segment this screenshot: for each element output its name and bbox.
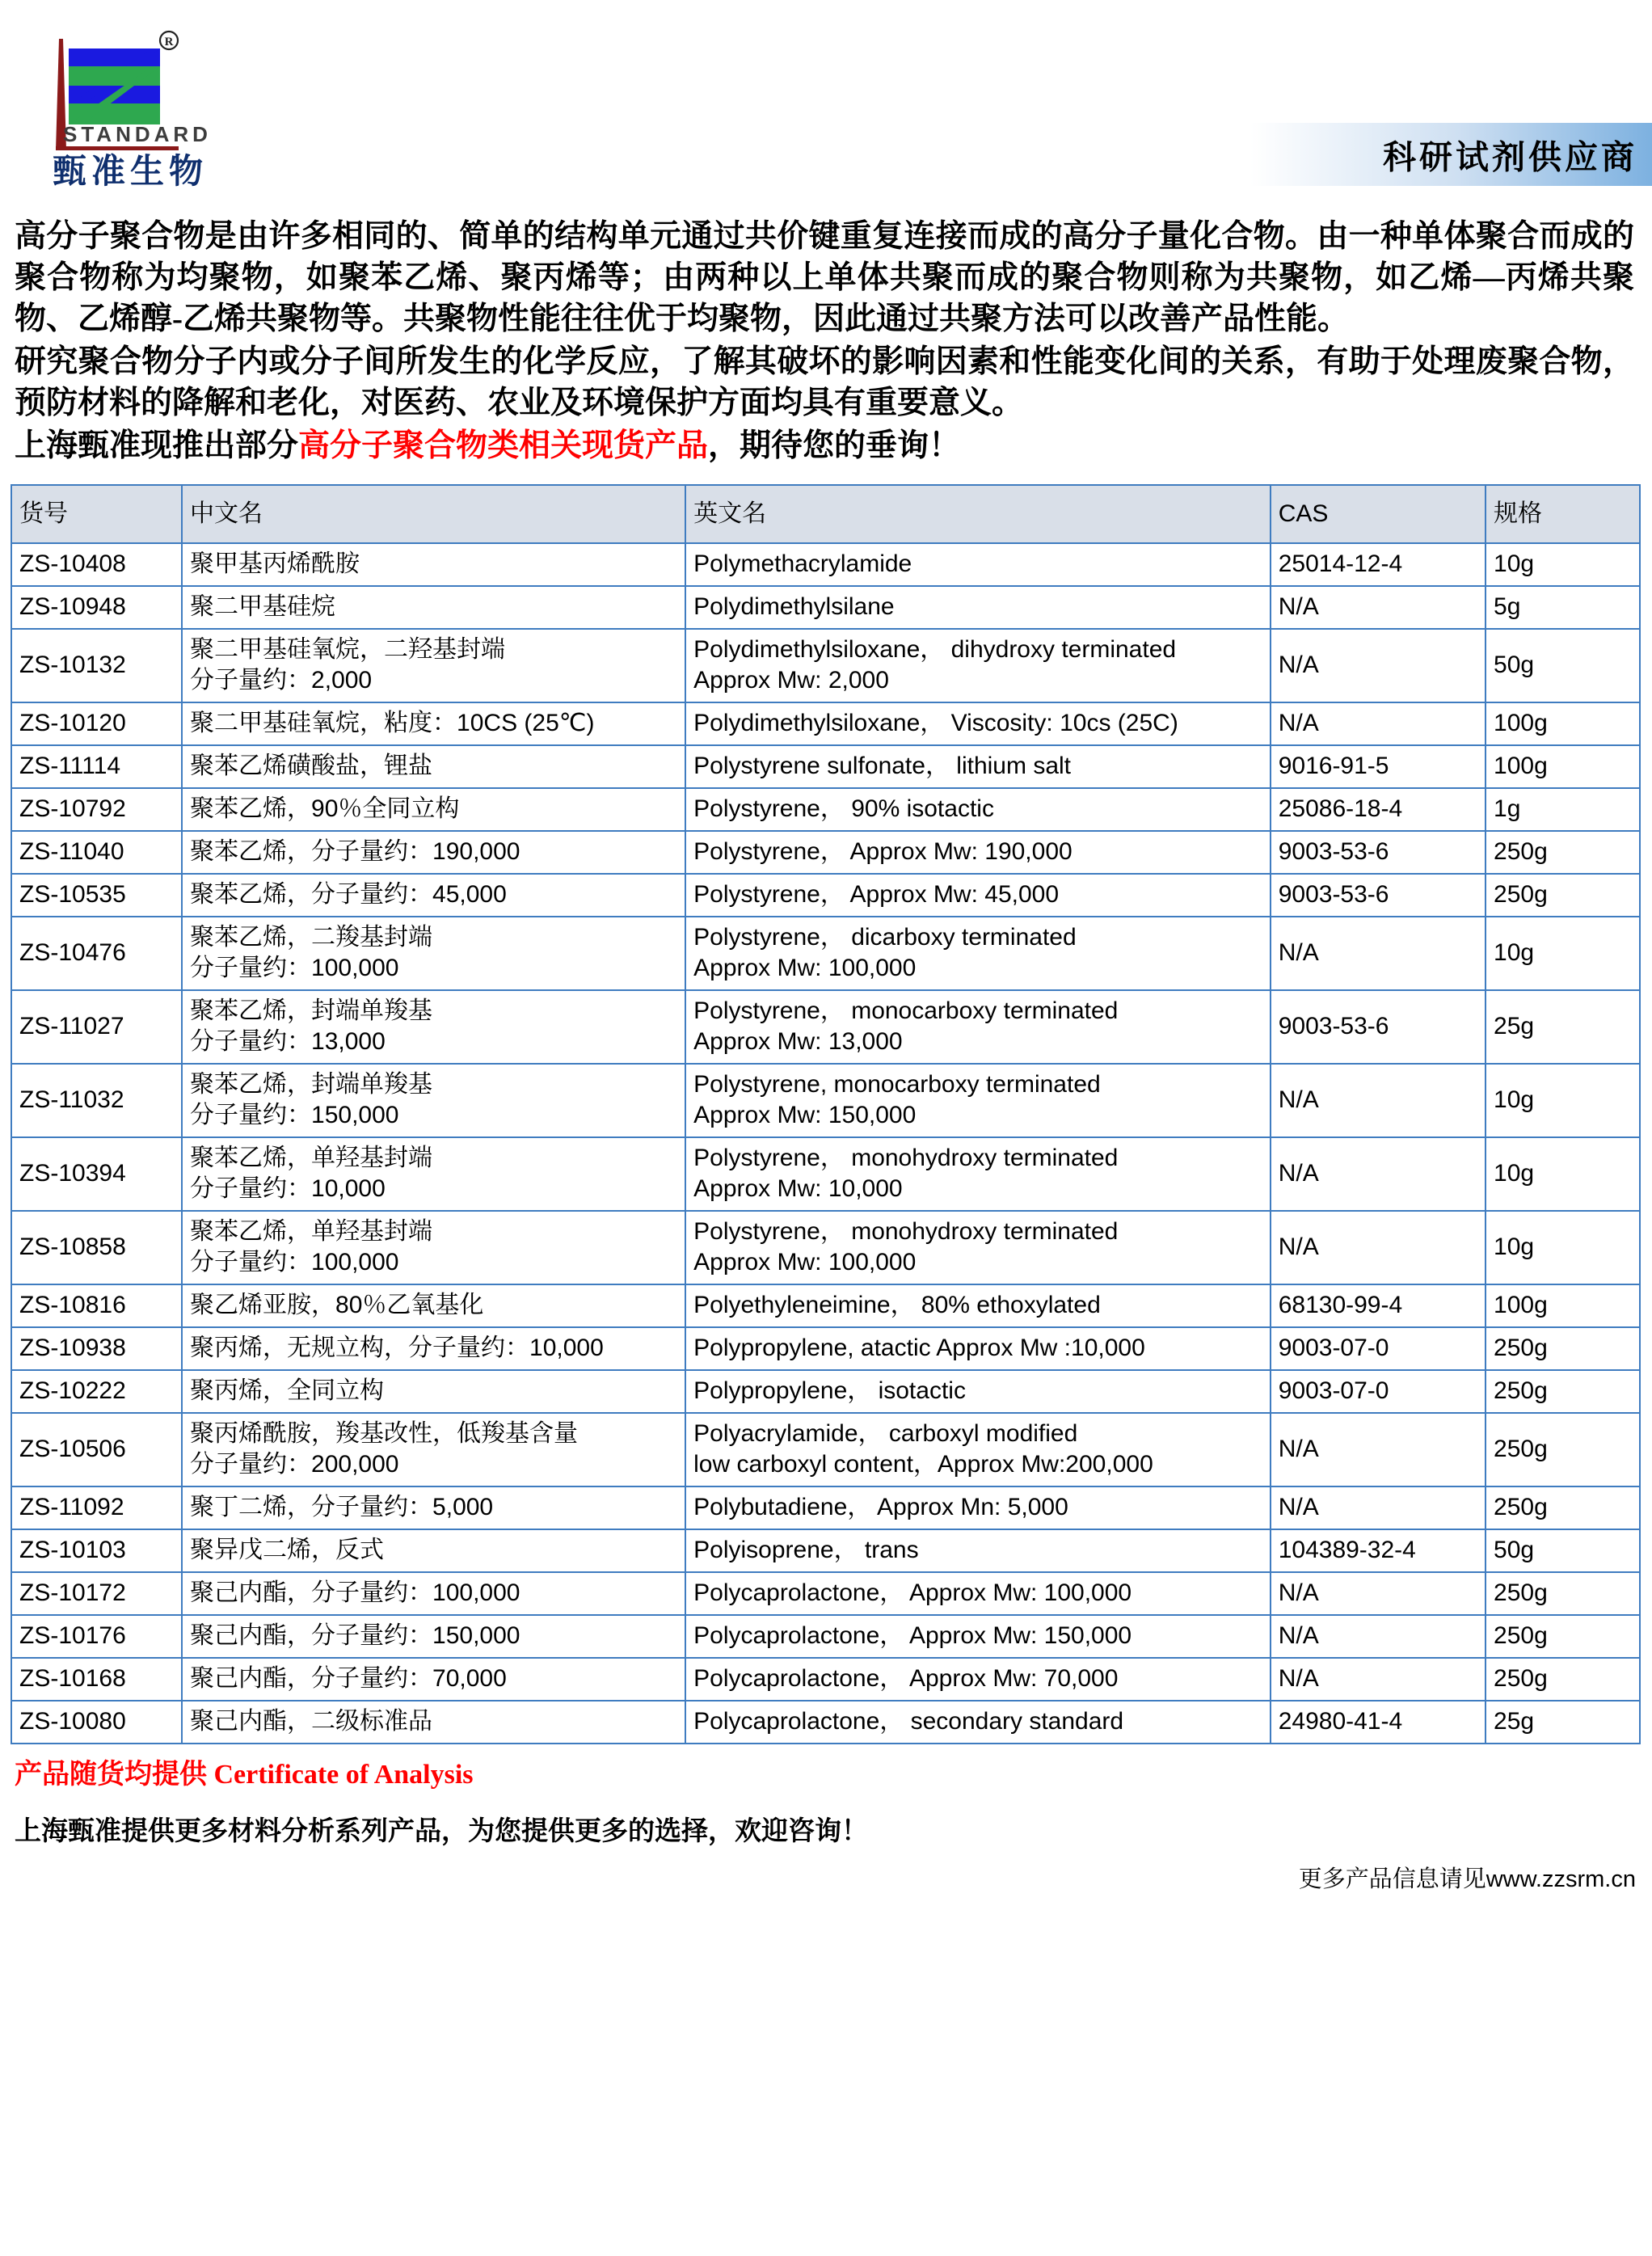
cell-cn-name-line2: 分子量约：150,000 [190, 1102, 399, 1128]
cell-en-name [685, 1327, 1271, 1370]
column-header-cn-name: 中文名 [182, 485, 685, 543]
cell-spec-line1: 25g [1494, 1708, 1535, 1735]
cell-code-line1: ZS-10176 [19, 1622, 126, 1649]
table-row [11, 745, 1640, 788]
cell-en-name-line1: Polydimethylsilane [693, 593, 895, 620]
cell-spec [1486, 1529, 1640, 1572]
products-table [11, 484, 1641, 1744]
cell-cn-name-line1: 聚丙烯酰胺，羧基改性，低羧基含量 [190, 1420, 579, 1447]
cell-spec [1486, 629, 1640, 702]
cell-cn-name [182, 990, 685, 1064]
table-row [11, 1572, 1640, 1615]
cell-cas [1271, 917, 1486, 990]
cell-cn-name-line1: 聚丙烯，全同立构 [190, 1377, 385, 1404]
cell-code-line1: ZS-10858 [19, 1233, 126, 1260]
table-row [11, 1137, 1640, 1211]
cell-cn-name [182, 1137, 685, 1211]
cell-cn-name-line1: 聚丙烯，无规立构，分子量约：10,000 [190, 1335, 604, 1361]
cell-cn-name-line2: 分子量约：13,000 [190, 1028, 386, 1055]
table-row [11, 1413, 1640, 1486]
cell-cas-line1: N/A [1278, 939, 1319, 966]
cell-spec [1486, 1572, 1640, 1615]
cell-en-name-line2: Approx Mw: 13,000 [693, 1028, 903, 1055]
cell-en-name-line2: Approx Mw: 2,000 [693, 667, 889, 694]
cell-en-name [685, 831, 1271, 874]
cell-en-name-line1: Polystyrene sulfonate， lithium salt [693, 753, 1071, 779]
cell-cas [1271, 1529, 1486, 1572]
cell-en-name-line1: Polybutadiene， Approx Mn: 5,000 [693, 1494, 1068, 1520]
table-row [11, 990, 1640, 1064]
cell-en-name [685, 1137, 1271, 1211]
cell-cn-name [182, 1529, 685, 1572]
cell-en-name [685, 1486, 1271, 1529]
cell-cn-name-line1: 聚苯乙烯，二羧基封端 [190, 924, 433, 951]
cell-en-name-line1: Polystyrene， 90% isotactic [693, 795, 994, 822]
cell-en-name [685, 1529, 1271, 1572]
cell-cn-name [182, 1486, 685, 1529]
cell-spec-line1: 25g [1494, 1013, 1535, 1039]
cell-cn-name [182, 1701, 685, 1744]
cell-en-name-line1: Polycaprolactone， secondary standard [693, 1708, 1124, 1735]
cell-spec [1486, 702, 1640, 745]
cell-en-name-line1: Polymethacrylamide [693, 550, 912, 577]
cell-cas-line1: 9003-07-0 [1278, 1377, 1389, 1404]
cell-spec-line1: 10g [1494, 939, 1535, 966]
intro-p3-suffix: ，期待您的垂询！ [708, 428, 961, 463]
cell-code [11, 1284, 182, 1327]
cell-en-name [685, 629, 1271, 702]
cell-code [11, 629, 182, 702]
cell-cas-line1: 9003-53-6 [1278, 838, 1389, 865]
cell-spec [1486, 1064, 1640, 1137]
cell-en-name [685, 1064, 1271, 1137]
table-row [11, 1370, 1640, 1413]
cell-spec-line1: 50g [1494, 1537, 1535, 1563]
cell-code-line1: ZS-10408 [19, 550, 126, 577]
cell-code [11, 1327, 182, 1370]
logo-standard-text: STANDARD [63, 122, 212, 146]
table-row [11, 543, 1640, 586]
cell-code-line1: ZS-10816 [19, 1292, 126, 1318]
cell-cas-line1: N/A [1278, 1160, 1319, 1187]
cell-cn-name [182, 1284, 685, 1327]
column-header-code: 货号 [11, 485, 182, 543]
cell-spec [1486, 874, 1640, 917]
cell-cas-line1: N/A [1278, 593, 1319, 620]
cell-cas [1271, 543, 1486, 586]
cell-cas-line1: 24980-41-4 [1278, 1708, 1403, 1735]
cell-en-name-line1: Polydimethylsiloxane， Viscosity: 10cs (25C) [693, 710, 1178, 736]
cell-spec [1486, 586, 1640, 629]
cell-code [11, 1701, 182, 1744]
cell-en-name-line1: Polystyrene， dicarboxy terminated [693, 924, 1077, 951]
header-banner [1216, 123, 1652, 186]
cell-code [11, 874, 182, 917]
cell-cn-name-line1: 聚苯乙烯，单羟基封端 [190, 1218, 433, 1245]
cell-en-name-line2: Approx Mw: 100,000 [693, 955, 917, 981]
cell-cn-name-line2: 分子量约：200,000 [190, 1451, 399, 1478]
cell-en-name-line1: Polystyrene， monohydroxy terminated [693, 1145, 1119, 1171]
cell-en-name-line1: Polystyrene， monohydroxy terminated [693, 1218, 1119, 1245]
company-logo [24, 15, 234, 209]
table-row [11, 1486, 1640, 1529]
cell-en-name-line1: Polyisoprene， trans [693, 1537, 919, 1563]
cell-spec-line1: 250g [1494, 1335, 1548, 1361]
cell-code-line1: ZS-10792 [19, 795, 126, 822]
cell-code-line1: ZS-11114 [19, 753, 121, 779]
cell-cn-name-line1: 聚乙烯亚胺，80％乙氧基化 [190, 1292, 484, 1318]
logo-brand-cn-text: 甄准生物 [53, 154, 209, 191]
cell-spec-line1: 250g [1494, 1377, 1548, 1404]
cell-spec-line1: 10g [1494, 550, 1535, 577]
cell-code [11, 831, 182, 874]
cell-en-name-line1: Polydimethylsiloxane， dihydroxy terminated [693, 636, 1177, 663]
registered-trademark-icon [160, 32, 178, 49]
cell-spec-line1: 1g [1494, 795, 1521, 822]
cell-code [11, 990, 182, 1064]
cell-spec-line1: 10g [1494, 1160, 1535, 1187]
cell-code [11, 1370, 182, 1413]
cell-cn-name-line2: 分子量约：100,000 [190, 955, 399, 981]
table-row [11, 1284, 1640, 1327]
page-footer [15, 1757, 1637, 1892]
logo-mark-icon [24, 15, 234, 209]
cell-spec-line1: 100g [1494, 1292, 1548, 1318]
cell-en-name [685, 1658, 1271, 1701]
cell-cas [1271, 874, 1486, 917]
cell-code [11, 543, 182, 586]
cell-code-line1: ZS-10168 [19, 1665, 126, 1692]
intro-p3-highlight: 高分子聚合物类相关现货产品 [298, 428, 709, 463]
cell-cn-name-line1: 聚二甲基硅烷 [190, 593, 336, 620]
cell-en-name [685, 874, 1271, 917]
cell-code-line1: ZS-10103 [19, 1537, 126, 1563]
cell-cn-name [182, 788, 685, 831]
cell-code-line1: ZS-11092 [19, 1494, 124, 1520]
cell-code [11, 1413, 182, 1486]
cell-code [11, 745, 182, 788]
cell-cn-name-line1: 聚异戊二烯，反式 [190, 1537, 385, 1563]
cell-code [11, 917, 182, 990]
intro-section [15, 214, 1634, 466]
intro-paragraph-2: 研究聚合物分子内或分子间所发生的化学反应，了解其破坏的影响因素和性能变化间的关系，有助于处理废聚合物，预防材料的降解和老化，对医药、农业及环境保护方面均具有重要意义。 [15, 344, 1634, 420]
cell-spec [1486, 1370, 1640, 1413]
cell-spec-line1: 250g [1494, 1579, 1548, 1606]
cell-en-name-line2: Approx Mw: 10,000 [693, 1175, 903, 1202]
cell-code-line1: ZS-10535 [19, 881, 126, 908]
cell-cn-name-line1: 聚苯乙烯，90％全同立构 [190, 795, 460, 822]
cell-cn-name-line1: 聚苯乙烯，封端单羧基 [190, 1071, 433, 1098]
cell-cn-name [182, 1615, 685, 1658]
coa-note: 产品随货均提供 Certificate of Analysis [15, 1760, 474, 1790]
cell-spec-line1: 10g [1494, 1086, 1535, 1113]
cell-en-name [685, 1615, 1271, 1658]
more-info-url: 更多产品信息请见www.zzsrm.cn [1298, 1866, 1636, 1892]
cell-cas-line1: 9016-91-5 [1278, 753, 1389, 779]
table-row [11, 1529, 1640, 1572]
cell-en-name-line1: Polyacrylamide， carboxyl modified [693, 1420, 1078, 1447]
cell-spec-line1: 5g [1494, 593, 1521, 620]
cell-cn-name [182, 1327, 685, 1370]
table-row [11, 702, 1640, 745]
table-row [11, 1658, 1640, 1701]
cell-cas-line1: 25014-12-4 [1278, 550, 1403, 577]
cell-code-line1: ZS-10394 [19, 1160, 126, 1187]
cell-cn-name-line1: 聚己内酯，二级标准品 [190, 1708, 433, 1735]
page-header [0, 0, 1652, 214]
cell-en-name-line1: Polycaprolactone， Approx Mw: 70,000 [693, 1665, 1119, 1692]
cell-spec [1486, 1327, 1640, 1370]
cell-en-name-line1: Polycaprolactone， Approx Mw: 150,000 [693, 1622, 1132, 1649]
table-row [11, 1327, 1640, 1370]
cell-spec-line1: 250g [1494, 1622, 1548, 1649]
cell-code [11, 1211, 182, 1284]
table-row [11, 1701, 1640, 1744]
cell-code-line1: ZS-10222 [19, 1377, 126, 1404]
cell-spec [1486, 745, 1640, 788]
cell-code-line1: ZS-10132 [19, 651, 126, 678]
table-row [11, 874, 1640, 917]
cell-en-name [685, 586, 1271, 629]
cell-cas [1271, 1211, 1486, 1284]
cell-code-line1: ZS-10476 [19, 939, 126, 966]
cell-cas [1271, 629, 1486, 702]
cell-cn-name [182, 702, 685, 745]
table-row [11, 788, 1640, 831]
cell-cas-line1: N/A [1278, 1622, 1319, 1649]
cell-en-name-line2: Approx Mw: 150,000 [693, 1102, 917, 1128]
cell-en-name [685, 1211, 1271, 1284]
cell-spec-line1: 10g [1494, 1233, 1535, 1260]
cell-cn-name [182, 586, 685, 629]
cell-cn-name-line1: 聚苯乙烯，封端单羧基 [190, 997, 433, 1024]
products-table-wrapper [11, 484, 1641, 1744]
table-row [11, 1211, 1640, 1284]
cell-spec-line1: 250g [1494, 1665, 1548, 1692]
cell-en-name-line1: Polystyrene， Approx Mw: 190,000 [693, 838, 1073, 865]
cell-spec [1486, 917, 1640, 990]
cell-en-name [685, 1701, 1271, 1744]
cell-en-name-line1: Polyethyleneimine， 80% ethoxylated [693, 1292, 1101, 1318]
cell-spec [1486, 1486, 1640, 1529]
intro-p3-prefix: 上海甄准现推出部分 [15, 428, 299, 463]
cell-en-name-line2: Approx Mw: 100,000 [693, 1249, 917, 1276]
cell-cn-name [182, 629, 685, 702]
cell-cas [1271, 1572, 1486, 1615]
cell-cn-name [182, 831, 685, 874]
cell-en-name [685, 1413, 1271, 1486]
cell-cas [1271, 1658, 1486, 1701]
cell-cn-name-line2: 分子量约：100,000 [190, 1249, 399, 1276]
cell-cas-line1: N/A [1278, 1494, 1319, 1520]
cell-cas-line1: 9003-07-0 [1278, 1335, 1389, 1361]
column-header-spec: 规格 [1486, 485, 1640, 543]
cell-spec-line1: 250g [1494, 838, 1548, 865]
cell-code [11, 1615, 182, 1658]
cell-spec [1486, 1137, 1640, 1211]
cell-code [11, 1064, 182, 1137]
cell-cas [1271, 831, 1486, 874]
cell-cn-name [182, 917, 685, 990]
cell-en-name [685, 990, 1271, 1064]
cell-cn-name-line1: 聚己内酯，分子量约：70,000 [190, 1665, 507, 1692]
table-row [11, 1615, 1640, 1658]
cell-code-line1: ZS-10948 [19, 593, 126, 620]
cell-cas [1271, 1701, 1486, 1744]
cell-cn-name-line2: 分子量约：2,000 [190, 667, 373, 694]
cell-spec-line1: 100g [1494, 710, 1548, 736]
intro-paragraph-3 [15, 425, 1634, 466]
cell-cas [1271, 788, 1486, 831]
cell-spec [1486, 788, 1640, 831]
cell-cn-name-line1: 聚二甲基硅氧烷，粘度：10CS (25℃) [190, 710, 595, 736]
cell-en-name [685, 1572, 1271, 1615]
cell-cas-line1: N/A [1278, 1233, 1319, 1260]
cell-code-line1: ZS-10506 [19, 1436, 126, 1462]
cell-cas [1271, 1284, 1486, 1327]
cell-en-name [685, 1284, 1271, 1327]
cell-cn-name-line1: 聚己内酯，分子量约：150,000 [190, 1622, 520, 1649]
cell-en-name-line2: low carboxyl content，Approx Mw:200,000 [693, 1451, 1153, 1478]
cell-cn-name-line1: 聚苯乙烯，分子量约：45,000 [190, 881, 507, 908]
header-banner-text: 科研试剂供应商 [1383, 138, 1637, 176]
cell-cas [1271, 1137, 1486, 1211]
cell-en-name [685, 1370, 1271, 1413]
cell-code [11, 1137, 182, 1211]
cell-en-name [685, 745, 1271, 788]
cell-cas-line1: 25086-18-4 [1278, 795, 1403, 822]
cell-spec-line1: 100g [1494, 753, 1548, 779]
cell-cas [1271, 1615, 1486, 1658]
cell-code [11, 702, 182, 745]
cell-code-line1: ZS-10120 [19, 710, 126, 736]
cell-cn-name-line1: 聚苯乙烯，单羟基封端 [190, 1145, 433, 1171]
cell-cn-name [182, 1413, 685, 1486]
cell-cas [1271, 990, 1486, 1064]
cell-cas-line1: 104389-32-4 [1278, 1537, 1416, 1563]
cell-spec [1486, 990, 1640, 1064]
cell-spec [1486, 1658, 1640, 1701]
cell-code [11, 1486, 182, 1529]
table-row [11, 917, 1640, 990]
cell-en-name-line1: Polycaprolactone， Approx Mw: 100,000 [693, 1579, 1132, 1606]
cell-code [11, 1658, 182, 1701]
cell-code-line1: ZS-10938 [19, 1335, 126, 1361]
cell-cas-line1: N/A [1278, 1436, 1319, 1462]
cell-en-name-line1: Polystyrene， Approx Mw: 45,000 [693, 881, 1060, 908]
cell-code-line1: ZS-11032 [19, 1086, 124, 1113]
table-header-row [11, 485, 1640, 543]
cell-spec [1486, 1701, 1640, 1744]
cell-en-name [685, 917, 1271, 990]
table-row [11, 629, 1640, 702]
cell-cn-name [182, 1572, 685, 1615]
cell-cn-name [182, 1370, 685, 1413]
cell-cas [1271, 586, 1486, 629]
cell-spec [1486, 1284, 1640, 1327]
cell-cas-line1: N/A [1278, 710, 1319, 736]
cell-cas-line1: 9003-53-6 [1278, 881, 1389, 908]
cell-spec [1486, 543, 1640, 586]
cell-cn-name [182, 1064, 685, 1137]
cell-en-name-line1: Polypropylene, atactic Approx Mw :10,000 [693, 1335, 1145, 1361]
cell-spec [1486, 1413, 1640, 1486]
cell-cas-line1: 9003-53-6 [1278, 1013, 1389, 1039]
table-row [11, 831, 1640, 874]
table-row [11, 586, 1640, 629]
cell-cas [1271, 1413, 1486, 1486]
cell-cas-line1: N/A [1278, 651, 1319, 678]
cell-code-line1: ZS-10080 [19, 1708, 126, 1735]
cell-en-name-line1: Polystyrene, monocarboxy terminated [693, 1071, 1101, 1098]
intro-paragraph-1: 高分子聚合物是由许多相同的、简单的结构单元通过共价键重复连接而成的高分子量化合物。由一种单体聚合而成的聚合物称为均聚物，如聚苯乙烯、聚丙烯等；由两种以上单体共聚而成的聚合物则称为共聚物，如乙烯—丙烯共聚物、乙烯醇-乙烯共聚物等。共聚物性能往往优于均聚物，因此通过共聚方法可以改善产品性能。 [15, 219, 1634, 336]
cell-cas-line1: N/A [1278, 1579, 1319, 1606]
cell-code-line1: ZS-11040 [19, 838, 124, 865]
svg-text:R: R [164, 36, 174, 48]
cell-cas-line1: N/A [1278, 1086, 1319, 1113]
cell-cas-line1: N/A [1278, 1665, 1319, 1692]
cell-cas [1271, 1486, 1486, 1529]
cell-spec [1486, 1211, 1640, 1284]
cell-cn-name [182, 1658, 685, 1701]
cell-spec [1486, 1615, 1640, 1658]
cell-cn-name-line2: 分子量约：10,000 [190, 1175, 386, 1202]
cell-cn-name-line1: 聚甲基丙烯酰胺 [190, 550, 360, 577]
cell-cas [1271, 1327, 1486, 1370]
cell-spec-line1: 250g [1494, 881, 1548, 908]
products-table-body [11, 543, 1640, 1744]
column-header-en-name: 英文名 [685, 485, 1271, 543]
cell-cas [1271, 1064, 1486, 1137]
cell-cas [1271, 745, 1486, 788]
cell-code-line1: ZS-11027 [19, 1013, 124, 1039]
cell-code-line1: ZS-10172 [19, 1579, 126, 1606]
cell-code [11, 586, 182, 629]
cell-cn-name-line1: 聚苯乙烯磺酸盐，锂盐 [190, 753, 433, 779]
cell-en-name-line1: Polystyrene， monocarboxy terminated [693, 997, 1119, 1024]
table-row [11, 1064, 1640, 1137]
cell-spec-line1: 250g [1494, 1436, 1548, 1462]
cell-cn-name-line1: 聚苯乙烯，分子量约：190,000 [190, 838, 520, 865]
cell-en-name [685, 702, 1271, 745]
cell-code [11, 1529, 182, 1572]
cell-spec-line1: 50g [1494, 651, 1535, 678]
cell-code [11, 788, 182, 831]
cell-cn-name [182, 1211, 685, 1284]
cell-en-name [685, 788, 1271, 831]
cell-cas [1271, 1370, 1486, 1413]
cell-code [11, 1572, 182, 1615]
cell-cn-name [182, 874, 685, 917]
cell-en-name-line1: Polypropylene， isotactic [693, 1377, 966, 1404]
cell-cn-name-line1: 聚二甲基硅氧烷，二羟基封端 [190, 636, 506, 663]
cell-spec [1486, 831, 1640, 874]
column-header-cas: CAS [1271, 485, 1486, 543]
cell-cas [1271, 702, 1486, 745]
closing-note: 上海甄准提供更多材料分析系列产品，为您提供更多的选择，欢迎咨询！ [15, 1817, 868, 1846]
cell-cas-line1: 68130-99-4 [1278, 1292, 1403, 1318]
cell-spec-line1: 250g [1494, 1494, 1548, 1520]
cell-cn-name-line1: 聚丁二烯，分子量约：5,000 [190, 1494, 494, 1520]
cell-cn-name [182, 543, 685, 586]
cell-en-name [685, 543, 1271, 586]
cell-cn-name [182, 745, 685, 788]
cell-cn-name-line1: 聚己内酯，分子量约：100,000 [190, 1579, 520, 1606]
